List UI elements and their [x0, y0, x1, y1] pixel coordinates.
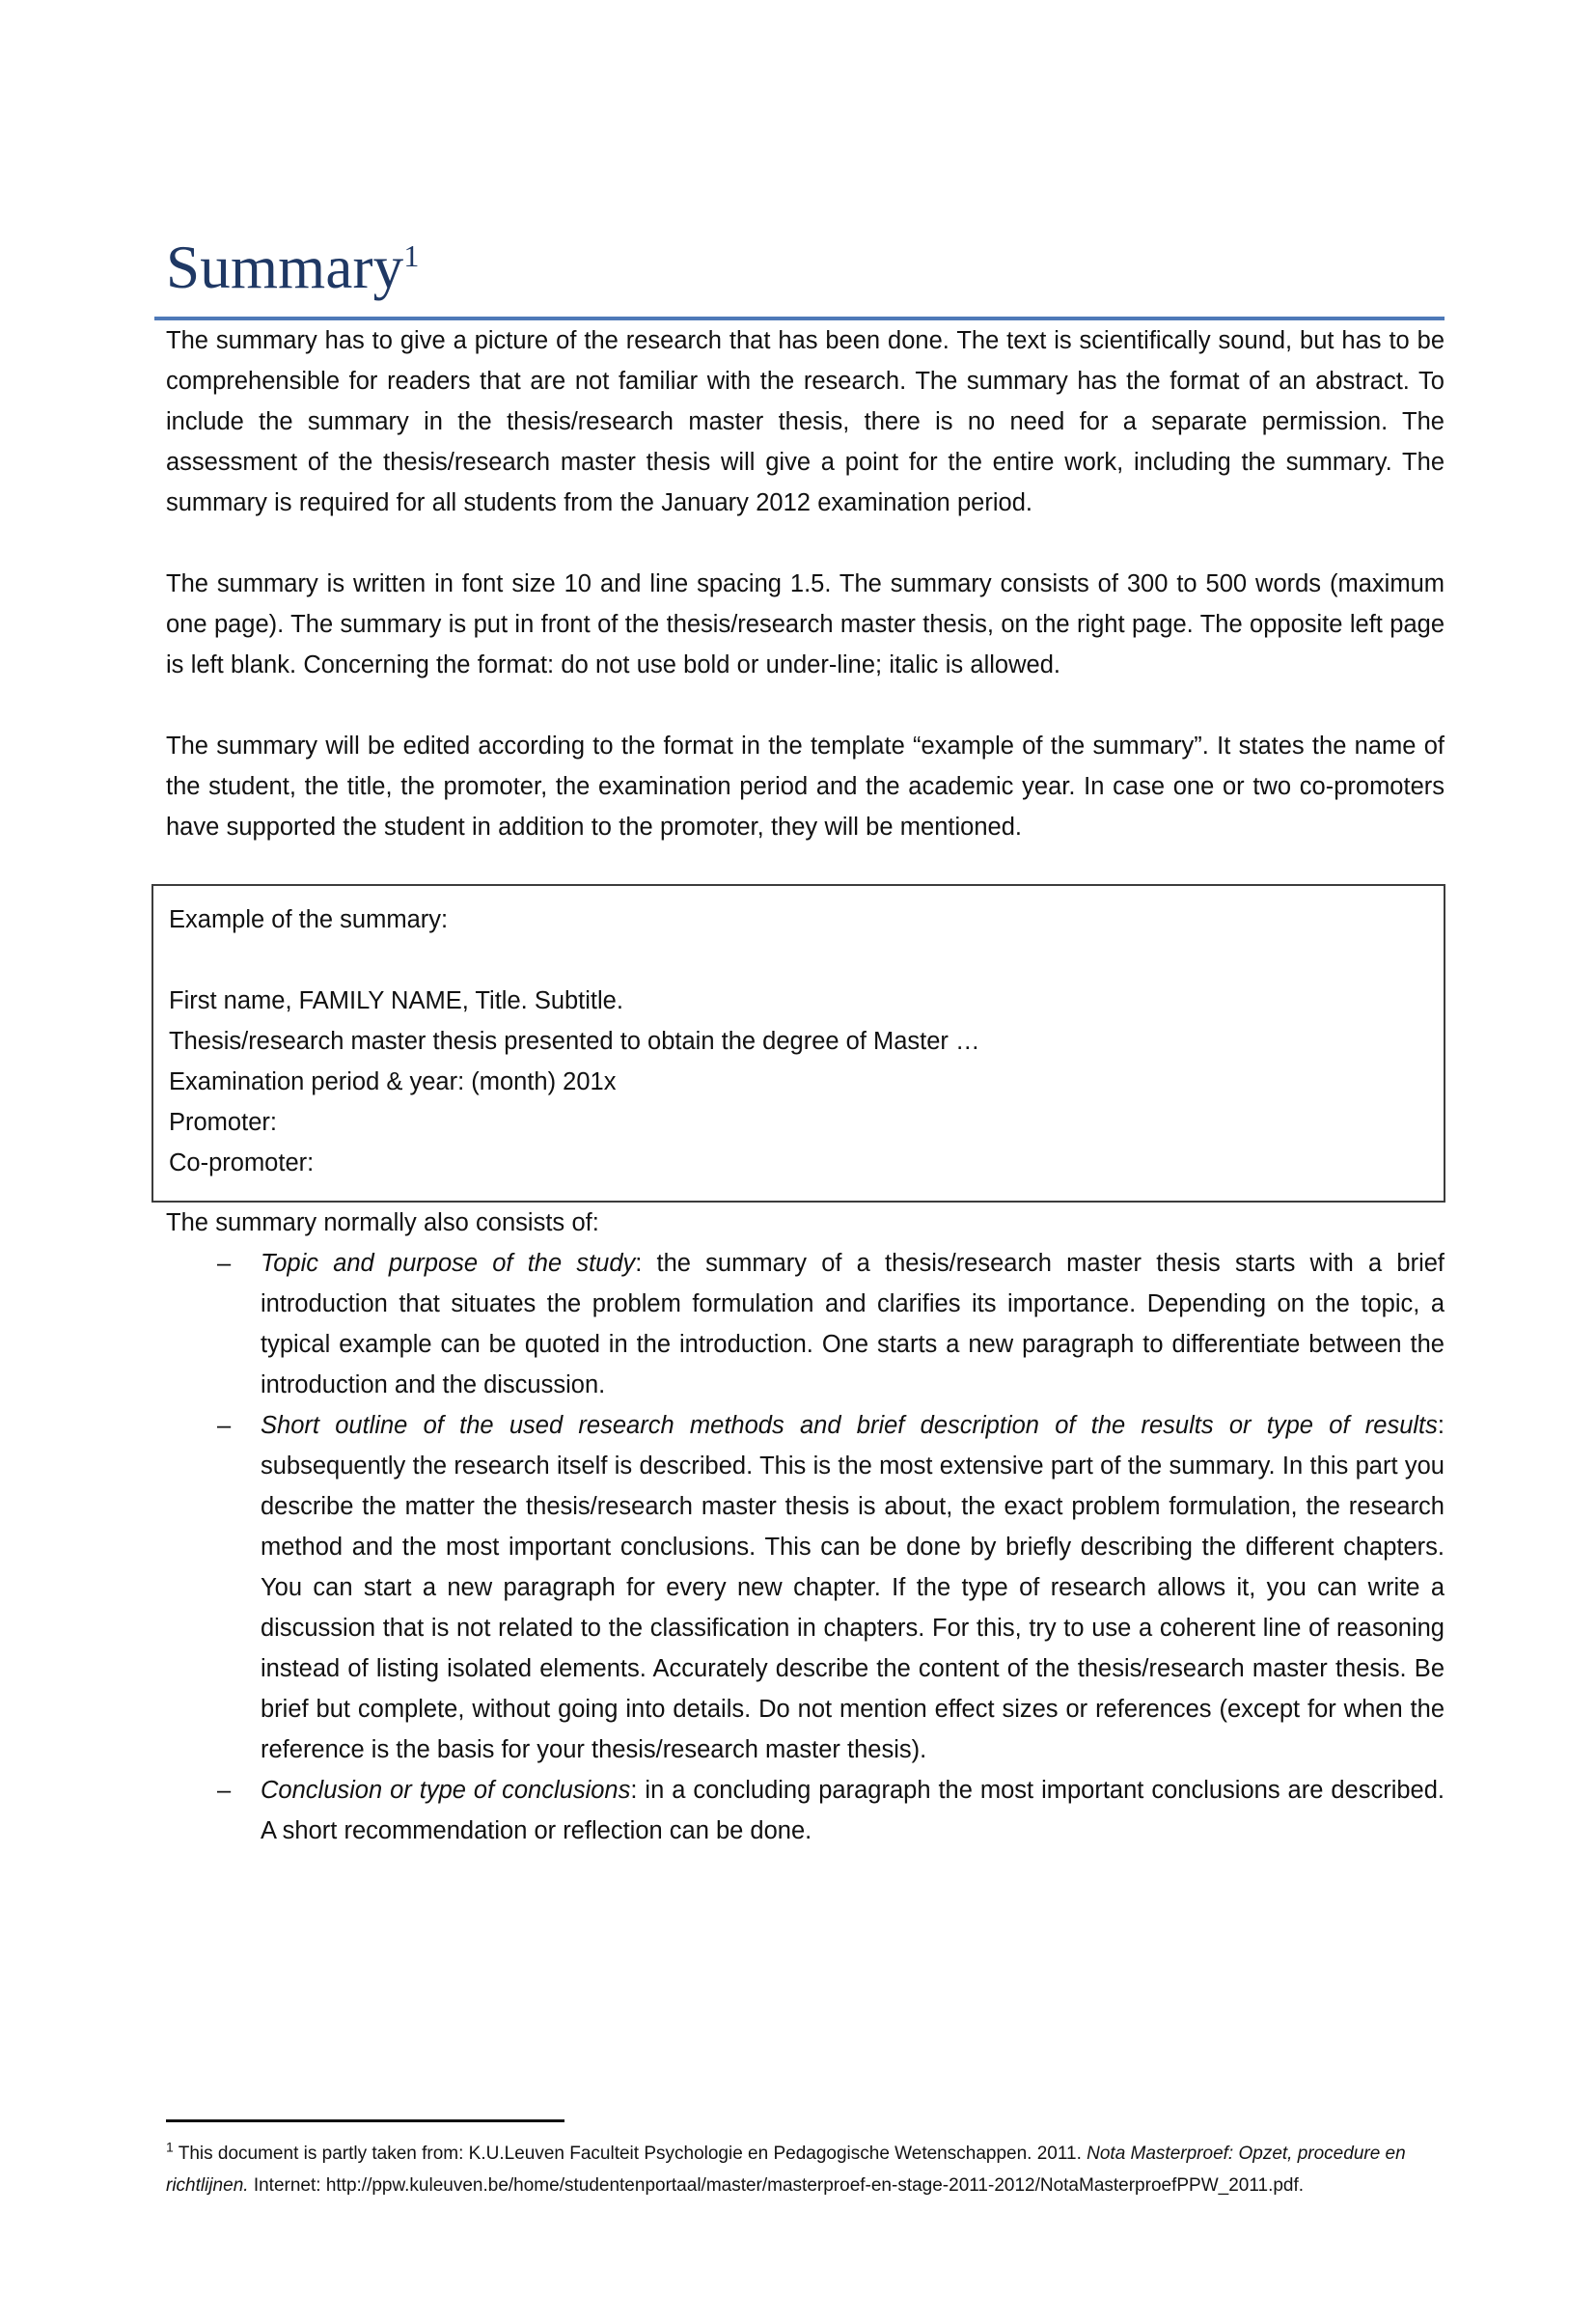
example-box-line: Co-promoter: — [169, 1149, 315, 1177]
example-box-line: Examination period & year: (month) 201x — [169, 1068, 617, 1096]
list-item — [166, 1770, 1445, 1851]
paragraph-gap — [166, 685, 1445, 726]
footnote-area — [166, 2119, 1445, 2201]
example-box-line: Promoter: — [169, 1109, 277, 1137]
example-summary-box — [151, 884, 1445, 1203]
list-item — [166, 1405, 1445, 1770]
footnote-separator-rule — [166, 2119, 564, 2122]
document-content — [166, 0, 1445, 1851]
list-item-lead: Conclusion or type of conclusions — [261, 1777, 631, 1805]
paragraph-gap — [166, 523, 1445, 564]
list-item-body: : subsequently the research itself is described. This is the most extensive part of the summary. In this part you describe the matter the thesis/research master thesis is about, the exact problem formulation, the research method and the most important conclusions. This can be done by briefly describing the different chapters. You can start a new paragraph for every new chapter. If the type of research allows it, you can write a discussion that is not related to the classification in chapters. For this, try to use a coherent line of reasoning instead of listing isolated elements. Accurately describe the content of the thesis/research master thesis. Be brief but complete, without going into details. Do not mention effect sizes or references (except for when the reference is the basis for your thesis/research master thesis). — [261, 1412, 1445, 1764]
example-box-line: Thesis/research master thesis presented to obtain the degree of Master … — [169, 1028, 980, 1056]
list-item-body: : the summary of a thesis/research master thesis starts with a brief introduction that situates the problem formulation and clarifies its importance. Depending on the topic, a typical example can be quoted in the introduction. One starts a new paragraph to differentiate between the introduction and the discussion. — [261, 1250, 1445, 1399]
footnote-part-2: Internet: http://ppw.kuleuven.be/home/studentenportaal/master/masterproef-en-stage-2011-2012/NotaMasterproefPPW_2011.pdf. — [248, 2175, 1305, 2196]
footnote-source-title: Nota Masterproef: Opzet, procedure en richtlijnen. — [166, 2144, 1406, 2196]
title-block — [166, 0, 1445, 320]
bullet-dash-icon: – — [217, 1412, 232, 1440]
list-item-lead: Short outline of the used research methods and brief description of the results or type of results — [261, 1412, 1438, 1440]
paragraph-2: The summary is written in font size 10 and line spacing 1.5. The summary consists of 300 to 500 words (maximum one page). The summary is put in front of the thesis/research master thesis, on the right page. The opposite left page is left blank. Concerning the format: do not use bold or under-line; italic is allowed. — [166, 570, 1445, 679]
footnote-text — [166, 2138, 1445, 2201]
footnote-marker: 1 — [166, 2139, 174, 2155]
bullet-dash-icon: – — [217, 1777, 232, 1805]
bullet-dash-icon: – — [217, 1250, 232, 1278]
paragraph-1: The summary has to give a picture of the research that has been done. The text is scientifically sound, but has to be comprehensible for readers that are not familiar with the research. The summary has the format of an abstract. To include the summary in the thesis/research master thesis, there is no need for a separate permission. The assessment of the thesis/research master thesis will give a point for the entire work, including the summary. The summary is required for all students from the January 2012 examination period. — [166, 327, 1445, 517]
summary-parts-list — [166, 1243, 1445, 1851]
example-box-spacer — [169, 940, 1428, 981]
title-footnote-marker: 1 — [403, 238, 420, 273]
example-box-heading: Example of the summary: — [169, 906, 449, 934]
list-item — [166, 1243, 1445, 1405]
list-item-lead: Topic and purpose of the study — [261, 1250, 636, 1278]
list-item-body: : in a concluding paragraph the most important conclusions are described. A short recommendation or reflection can be done. — [261, 1777, 1445, 1845]
list-intro-text: The summary normally also consists of: — [166, 1209, 599, 1237]
footnote-part-1: This document is partly taken from: K.U.Leuven Faculteit Psychologie en Pedagogische Wetenschappen. 2011. — [178, 2144, 1087, 2164]
paragraph-3: The summary will be edited according to the format in the template “example of the summary”. It states the name of the student, the title, the promoter, the examination period and the academic year. In case one or two co-promoters have supported the student in addition to the promoter, they will be mentioned. — [166, 733, 1445, 842]
page-title-text: Summary — [166, 234, 404, 301]
example-box-line: First name, FAMILY NAME, Title. Subtitle. — [169, 987, 623, 1015]
page-title — [166, 235, 1445, 299]
